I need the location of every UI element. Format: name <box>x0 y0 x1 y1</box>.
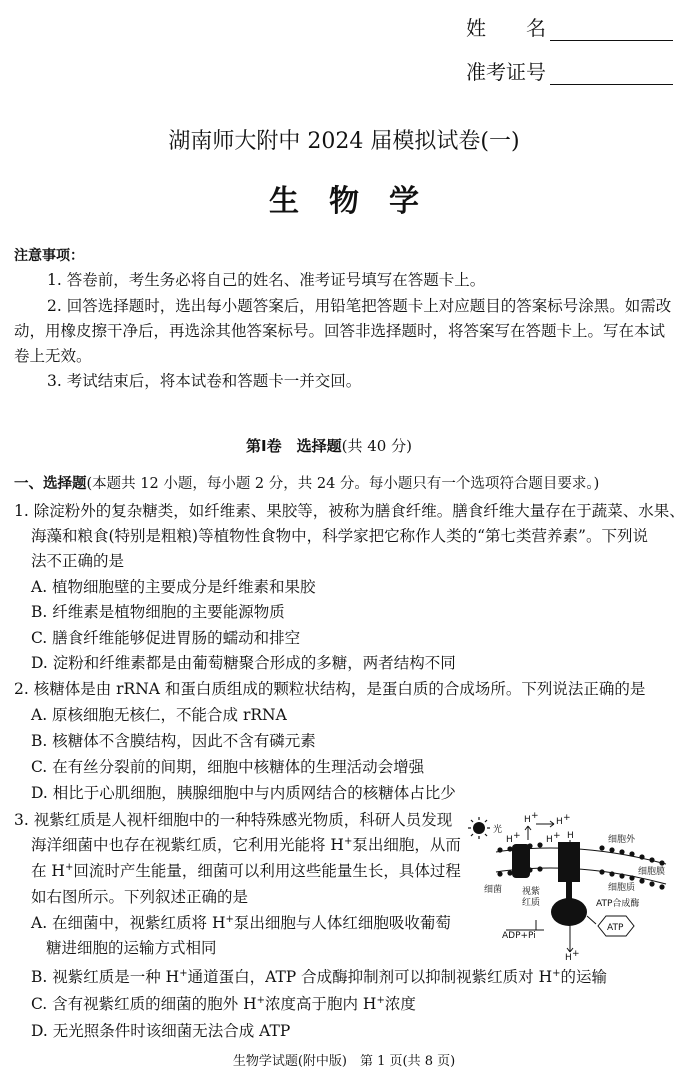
light-label: 光 <box>493 825 503 835</box>
q2-option-d: D. 相比于心肌细胞，胰腺细胞中与内质网结合的核糖体占比少 <box>31 784 456 802</box>
adp-label: ADP+Pi <box>502 931 536 941</box>
q2-option-a: A. 原核细胞无核仁，不能合成 rRNA <box>31 706 287 724</box>
part-label: 一、选择题 <box>14 476 87 492</box>
q3-option-b: B. 视紫红质是一种 H+通道蛋白，ATP 合成酶抑制剂可以抑制视紫红质对 H+的运输 <box>31 967 607 986</box>
q3-stem-line-2: 海洋细菌中也存在视紫红质，它利用光能将 H+泵出细胞，从而 <box>31 835 461 854</box>
section-title-note: (共 40 分) <box>341 437 412 455</box>
outside-label: 细胞外 <box>608 835 636 845</box>
q1-stem-line-2: 海藻和粮食(特别是粗粮)等植物性食物中，科学家把它称作人类的“第七类营养素”。下列说 <box>31 527 648 545</box>
part-note: (本题共 12 小题，每小题 2 分，共 24 分。每小题只有一个选项符合题目要求。) <box>86 476 600 492</box>
sun-icon <box>468 817 490 839</box>
rhodopsin-protein <box>512 844 530 878</box>
q2-stem: 2. 核糖体是由 rRNA 和蛋白质组成的颗粒状结构，是蛋白质的合成场所。下列说法正确的是 <box>14 680 646 698</box>
name-label: 姓 名 <box>466 16 546 40</box>
rhodopsin-diagram <box>466 812 681 962</box>
id-blank-line[interactable] <box>550 60 673 85</box>
h-diffuse-arrow <box>536 821 554 827</box>
notice-heading: 注意事项： <box>14 248 84 264</box>
q3-option-c: C. 含有视紫红质的细菌的胞外 H+浓度高于胞内 H+浓度 <box>31 994 416 1013</box>
svg-text:+: + <box>563 813 571 823</box>
name-field-row <box>466 12 673 41</box>
svg-text:+: + <box>572 949 580 959</box>
svg-text:H: H <box>556 817 563 827</box>
notice-item-3: 3. 考试结束后，将本试卷和答题卡一并交回。 <box>47 372 362 390</box>
cytoplasm-label: 细胞质 <box>608 883 636 893</box>
name-blank-line[interactable] <box>550 16 673 41</box>
q2-option-c: C. 在有丝分裂前的间期，细胞中核糖体的生理活动会增强 <box>31 758 425 776</box>
section-title <box>246 436 412 456</box>
svg-text:+: + <box>553 831 561 841</box>
id-field-row <box>466 56 673 85</box>
membrane-label: 细胞膜 <box>638 867 666 877</box>
part-heading <box>14 474 599 494</box>
q3-stem-line-3: 在 H+回流时产生能量，细菌可以利用这些能量生长，具体过程 <box>31 861 461 880</box>
q1-option-a: A. 植物细胞壁的主要成分是纤维素和果胶 <box>31 578 316 596</box>
notice-item-2-line-2: 动，用橡皮擦干净后，再选涂其他答案标号。回答非选择题时，将答案写在答题卡上。写在本试 <box>14 322 666 340</box>
svg-text:ATP: ATP <box>607 923 624 933</box>
section-title-text: 第Ⅰ卷 选择题 <box>246 437 342 455</box>
atp-bubble <box>598 916 634 936</box>
exam-title: 湖南师大附中 2024 届模拟试卷(一) <box>168 129 520 154</box>
svg-text:H: H <box>546 835 553 845</box>
notice-item-1: 1. 答卷前，考生务必将自己的姓名、准考证号填写在答题卡上。 <box>47 271 486 289</box>
svg-text:H: H <box>524 815 531 825</box>
bacterium-label: 细菌 <box>484 885 503 895</box>
atp-synthase-label: ATP合成酶 <box>596 899 640 909</box>
svg-text:H: H <box>565 953 572 962</box>
svg-text:H: H <box>506 835 513 845</box>
svg-text:+: + <box>531 812 539 821</box>
rhodopsin-label-1: 视紫 <box>522 887 541 897</box>
q1-stem-line-3: 法不正确的是 <box>31 552 125 570</box>
q3-option-d: D. 无光照条件时该细菌无法合成 ATP <box>31 1022 291 1040</box>
atp-synthase <box>551 842 587 926</box>
notice-item-2-line-1: 2. 回答选择题时，选出每小题答案后，用铅笔把答题卡上对应题目的答案标号涂黑。如需改 <box>47 297 672 315</box>
notice-item-2-line-3: 卷上无效。 <box>14 347 92 365</box>
q1-option-d: D. 淀粉和纤维素都是由葡萄糖聚合形成的多糖，两者结构不同 <box>31 654 456 672</box>
h-out-arrow <box>525 826 531 840</box>
svg-text:H: H <box>567 831 574 841</box>
q1-option-c: C. 膳食纤维能够促进胃肠的蠕动和排空 <box>31 629 301 647</box>
q3-stem-line-4: 如右图所示。下列叙述正确的是 <box>31 888 249 906</box>
id-label: 准考证号 <box>466 60 546 84</box>
q3-option-a-line-1: A. 在细菌中，视紫红质将 H+泵出细胞与人体红细胞吸收葡萄 <box>31 913 451 932</box>
page-footer: 生物学试题(附中版) 第 1 页(共 8 页) <box>232 1054 456 1069</box>
q3-stem-line-1: 3. 视紫红质是人视杆细胞中的一种特殊感光物质，科研人员发现 <box>14 811 453 829</box>
svg-text:+: + <box>513 831 521 841</box>
q3-option-a-line-2: 糖进细胞的运输方式相同 <box>46 939 217 957</box>
q1-stem-line-1: 1. 除淀粉外的复杂糖类，如纤维素、果胶等，被称为膳食纤维。膳食纤维大量存在于蔬菜、水果、 <box>14 502 685 520</box>
rhodopsin-label-2: 红质 <box>522 898 541 908</box>
q1-option-b: B. 纤维素是植物细胞的主要能源物质 <box>31 603 285 621</box>
subject-title: 生 物 学 <box>269 184 419 219</box>
q2-option-b: B. 核糖体不含膜结构，因此不含有磷元素 <box>31 732 316 750</box>
